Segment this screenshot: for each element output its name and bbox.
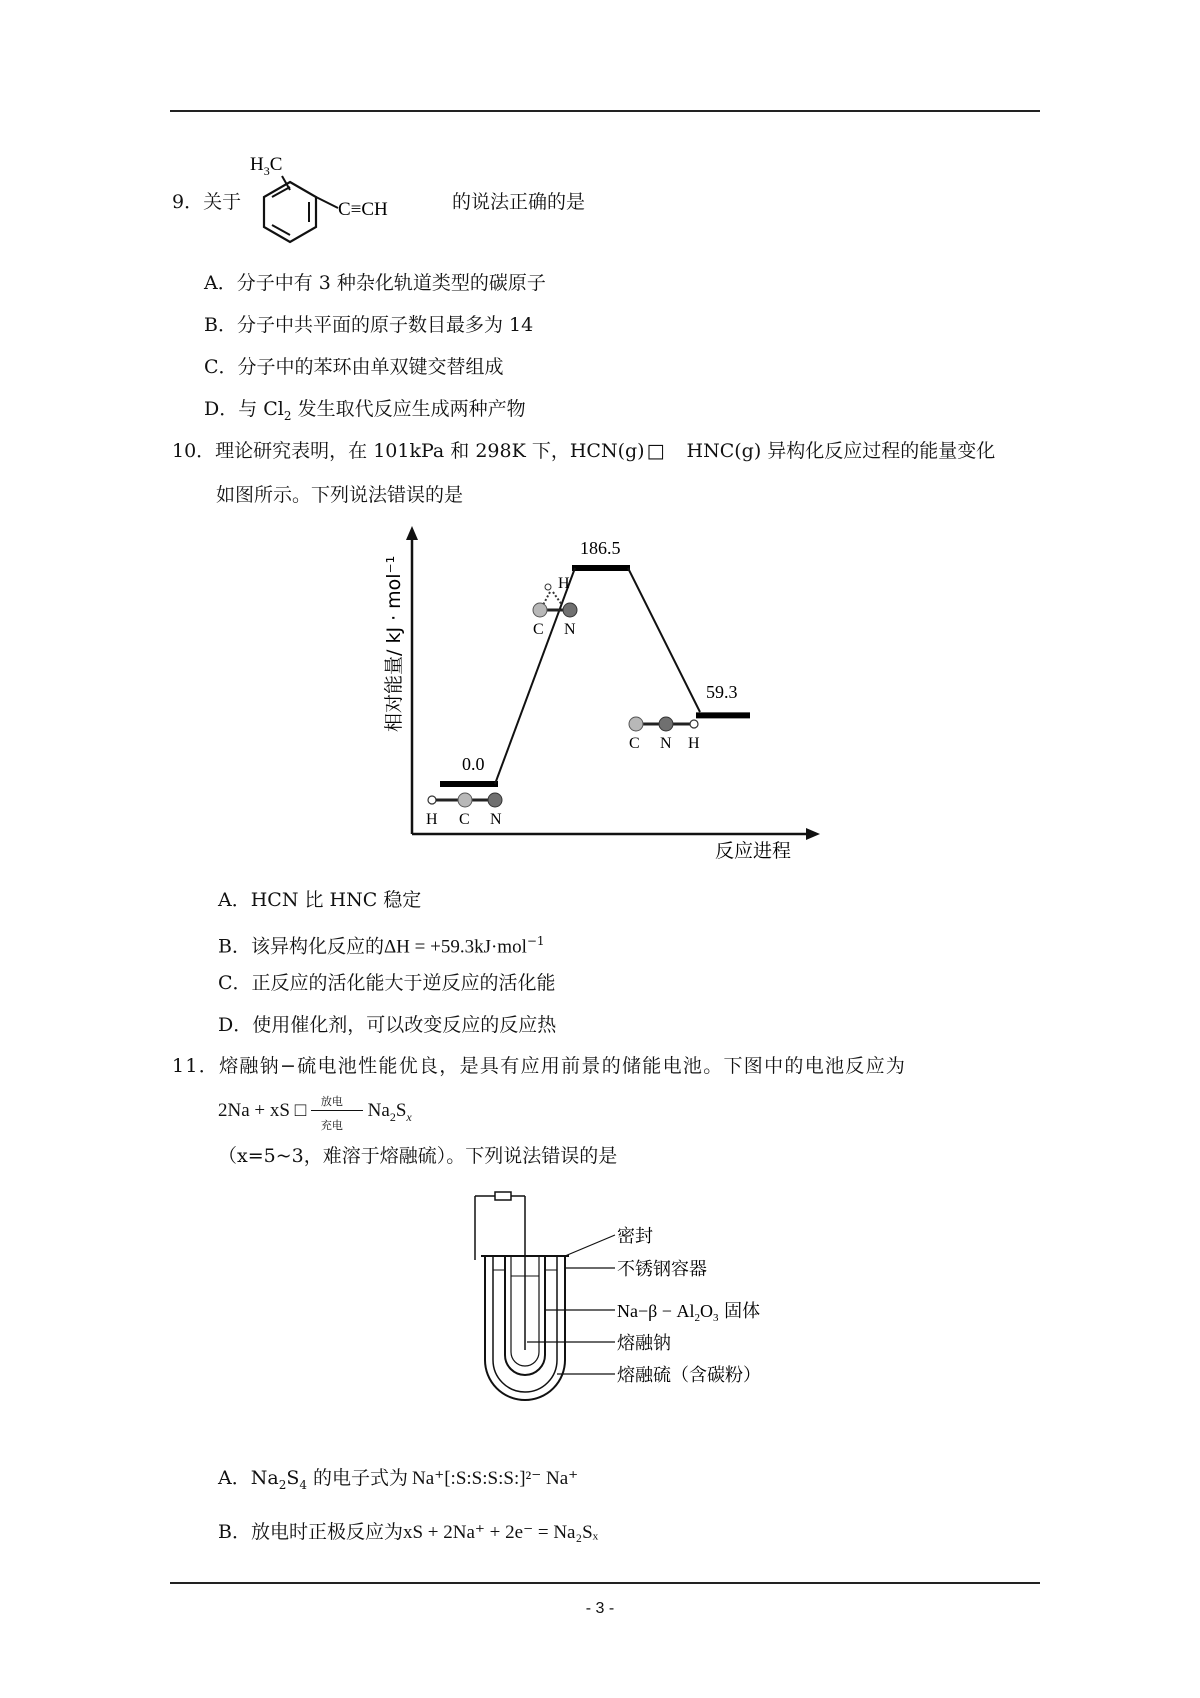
label-seal: 密封 <box>617 1226 653 1247</box>
q11-option-a: A．$Na_2S_4$ 的电子式为 Na⁺[:S:S:S:S:]²⁻ Na⁺ <box>218 1467 579 1492</box>
q9-methyl-label: $H_3C$ <box>250 154 283 178</box>
svg-text:C: C <box>459 811 470 828</box>
q9-option-a: A．分子中有 3 种杂化轨道类型的碳原子 <box>204 272 546 294</box>
q11-equation: 2Na + xS □ 放电 充电 $Na_2S_x$ <box>218 1099 412 1129</box>
level-label-0: 0.0 <box>462 754 485 774</box>
svg-text:C: C <box>533 621 544 638</box>
energy-diagram <box>370 522 840 867</box>
battery-diagram <box>465 1190 805 1420</box>
q9-option-b: B．分子中共平面的原子数目最多为 14 <box>204 314 534 336</box>
level-label-2: 59.3 <box>706 682 738 702</box>
x-axis-label: 反应进程 <box>715 840 792 862</box>
q9-tail: 的说法正确的是 <box>452 191 586 213</box>
path-fall <box>628 568 700 712</box>
discharge-label: 放电 <box>320 1094 343 1108</box>
x-axis-arrow <box>806 828 820 840</box>
label-molten-sulfur: 熔融硫（含碳粉） <box>617 1365 761 1386</box>
q9-option-c: C．分子中的苯环由单双键交替组成 <box>204 356 504 378</box>
svg-text:H: H <box>426 811 438 828</box>
svg-text:N: N <box>660 735 672 752</box>
bottom-rule <box>170 1582 1040 1584</box>
path-rise <box>495 568 575 784</box>
svg-text:N: N <box>564 621 576 638</box>
equilibrium-arrow <box>311 1110 363 1111</box>
top-rule <box>170 110 1040 112</box>
svg-text:N: N <box>490 811 502 828</box>
q9-alkyne-label: C≡CH <box>338 199 388 220</box>
charge-label: 充电 <box>320 1118 343 1132</box>
y-axis-label: 相对能量/ kJ · mol⁻¹ <box>383 555 405 732</box>
q9-number: 9．关于 <box>172 191 242 213</box>
page-number: - 3 - <box>585 1600 615 1617</box>
q11-line3: （x=5~3，难溶于熔融硫）。下列说法错误的是 <box>218 1145 618 1167</box>
q11-option-b: B．放电时正极反应为xS + 2Na⁺ + 2e⁻ = Na₂Sₓ <box>218 1521 599 1543</box>
level-label-1: 186.5 <box>580 538 621 558</box>
q11-line1: 11．熔融钠−硫电池性能优良，是具有应用前景的储能电池。下图中的电池反应为 <box>172 1055 907 1077</box>
svg-text:C: C <box>629 735 640 752</box>
label-solid-electrolyte: $Na-\beta - Al_2O_3$ 固体 <box>617 1301 761 1324</box>
label-molten-sodium: 熔融钠 <box>617 1333 671 1354</box>
q9-molecule-structure <box>242 148 452 248</box>
svg-text:H: H <box>558 575 570 592</box>
q10-line2: 如图所示。下列说法错误的是 <box>216 484 464 506</box>
label-container: 不锈钢容器 <box>617 1259 707 1280</box>
y-axis-arrow <box>406 526 418 540</box>
q10-option-c: C．正反应的活化能大于逆反应的活化能 <box>218 972 556 994</box>
q10-option-a: A．HCN 比 HNC 稳定 <box>218 889 422 911</box>
q10-line1: 10．理论研究表明，在 101kPa 和 298K 下，HCN(g) □ HNC(g) 异构化反应过程的能量变化 <box>172 440 996 462</box>
svg-text:H: H <box>688 735 700 752</box>
q10-option-d: D．使用催化剂，可以改变反应的反应热 <box>218 1014 557 1036</box>
q9-option-d: D．与 $Cl_2$ 发生取代反应生成两种产物 <box>204 398 526 423</box>
q10-option-b: B．该异构化反应的ΔH = +59.3kJ·mol$^{-1}$ <box>218 934 545 958</box>
